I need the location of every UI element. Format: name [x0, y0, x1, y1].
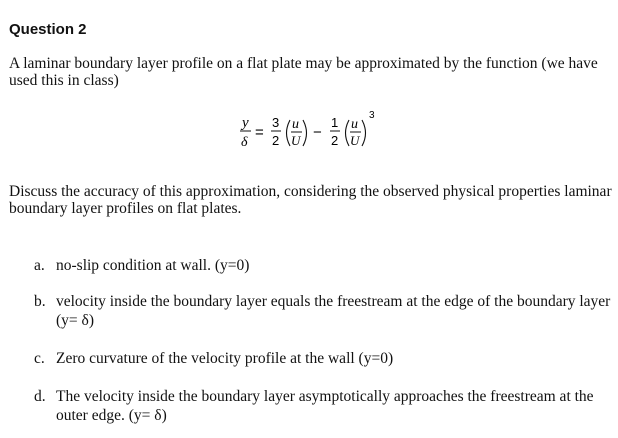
boundary-layer-equation: [238, 105, 398, 157]
eq-term1-ratio-denominator: U: [291, 133, 301, 148]
eq-term1-ratio-numerator: u: [292, 117, 299, 132]
eq-term2-ratio-numerator: u: [351, 117, 358, 132]
question-prompt: Discuss the accuracy of this approximation, considering the observed physical properties laminar boundary layer profiles on flat plates.: [9, 183, 612, 217]
eq-term1-numerator: 3: [272, 115, 280, 130]
eq-term2-left-paren: [346, 120, 350, 146]
list-item-marker: d.: [34, 388, 46, 405]
eq-minus: −: [313, 124, 322, 141]
eq-term2-right-paren: [362, 120, 366, 146]
list-item-text: The velocity inside the boundary layer asymptotically approaches the freestream at the outer edge. (y= δ): [56, 388, 594, 424]
eq-lhs-numerator: y: [242, 115, 249, 131]
eq-exponent: 3: [369, 110, 375, 121]
list-item-text: velocity inside the boundary layer equals the freestream at the edge of the boundary layer (y= δ): [56, 293, 611, 329]
list-item-text: Zero curvature of the velocity profile at the wall (y=0): [56, 350, 394, 367]
eq-term2-denominator: 2: [331, 133, 339, 148]
list-item-marker: c.: [34, 350, 45, 367]
list-item-marker: a.: [34, 257, 45, 274]
eq-term1-left-paren: [287, 120, 291, 146]
question-intro: A laminar boundary layer profile on a flat plate may be approximated by the function (we have used this in class): [9, 55, 598, 89]
list-item-marker: b.: [34, 293, 46, 310]
question-title: Question 2: [9, 21, 87, 38]
eq-term1-denominator: 2: [272, 133, 280, 148]
eq-term2-ratio-denominator: U: [350, 133, 360, 148]
eq-equals: =: [255, 124, 264, 141]
eq-lhs-denominator: δ: [241, 135, 248, 150]
list-item-text: no-slip condition at wall. (y=0): [56, 257, 250, 274]
eq-term1-right-paren: [303, 120, 307, 146]
eq-term2-numerator: 1: [331, 115, 339, 130]
